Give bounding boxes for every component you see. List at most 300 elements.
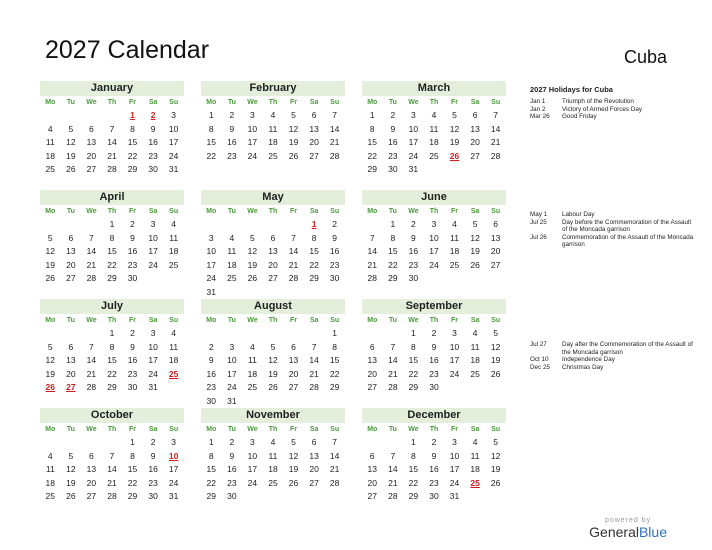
day-cell[interactable]: 2 bbox=[431, 328, 437, 338]
day-cell[interactable]: 20 bbox=[367, 477, 378, 488]
day-cell[interactable]: 18 bbox=[45, 150, 56, 161]
day-cell[interactable]: 3 bbox=[150, 219, 156, 229]
day-cell[interactable]: 24 bbox=[227, 382, 237, 393]
day-cell[interactable]: 20 bbox=[309, 137, 319, 148]
day-cell[interactable]: 28 bbox=[329, 477, 340, 488]
holiday-day[interactable]: 1 bbox=[130, 110, 135, 120]
day-cell[interactable]: 24 bbox=[449, 477, 460, 488]
day-cell[interactable]: 28 bbox=[107, 491, 117, 502]
day-cell[interactable]: 11 bbox=[268, 123, 278, 134]
day-cell[interactable]: 23 bbox=[429, 477, 439, 488]
day-cell[interactable]: 10 bbox=[148, 232, 158, 243]
day-cell[interactable]: 20 bbox=[66, 259, 76, 270]
day-cell[interactable]: 20 bbox=[86, 477, 97, 488]
day-cell[interactable]: 25 bbox=[227, 273, 237, 284]
day-cell[interactable]: 28 bbox=[86, 382, 97, 393]
day-cell[interactable]: 12 bbox=[470, 232, 480, 243]
day-cell[interactable]: 24 bbox=[206, 273, 217, 284]
day-cell[interactable]: 20 bbox=[268, 259, 278, 270]
day-cell[interactable]: 28 bbox=[86, 273, 97, 284]
day-cell[interactable]: 2 bbox=[332, 219, 338, 229]
day-cell[interactable]: 9 bbox=[229, 450, 235, 461]
day-cell[interactable]: 10 bbox=[247, 450, 258, 461]
day-cell[interactable]: 5 bbox=[493, 437, 499, 447]
day-cell[interactable]: 3 bbox=[250, 437, 255, 447]
day-cell[interactable]: 6 bbox=[369, 450, 375, 461]
day-cell[interactable]: 6 bbox=[311, 437, 317, 447]
day-cell[interactable]: 7 bbox=[390, 450, 396, 461]
day-cell[interactable]: 13 bbox=[268, 246, 278, 257]
day-cell[interactable]: 16 bbox=[227, 464, 237, 475]
day-cell[interactable]: 8 bbox=[390, 232, 396, 243]
day-cell[interactable]: 13 bbox=[367, 464, 378, 475]
day-cell[interactable]: 23 bbox=[206, 382, 217, 393]
day-cell[interactable]: 29 bbox=[309, 273, 319, 284]
day-cell[interactable]: 9 bbox=[332, 232, 338, 243]
day-cell[interactable]: 12 bbox=[45, 355, 56, 366]
day-cell[interactable]: 7 bbox=[369, 232, 375, 243]
day-cell[interactable]: 5 bbox=[291, 110, 296, 120]
day-cell[interactable]: 6 bbox=[68, 232, 74, 243]
day-cell[interactable]: 29 bbox=[408, 491, 419, 502]
day-cell[interactable]: 6 bbox=[472, 110, 478, 120]
day-cell[interactable]: 19 bbox=[66, 150, 76, 161]
day-cell[interactable]: 26 bbox=[288, 150, 299, 161]
day-cell[interactable]: 11 bbox=[45, 137, 55, 148]
day-cell[interactable]: 5 bbox=[250, 232, 255, 243]
day-cell[interactable]: 24 bbox=[148, 368, 158, 379]
day-cell[interactable]: 6 bbox=[493, 219, 499, 229]
day-cell[interactable]: 27 bbox=[66, 273, 76, 284]
day-cell[interactable]: 15 bbox=[408, 355, 419, 366]
day-cell[interactable]: 19 bbox=[247, 259, 258, 270]
day-cell[interactable]: 7 bbox=[291, 232, 296, 243]
day-cell[interactable]: 25 bbox=[470, 368, 480, 379]
day-cell[interactable]: 11 bbox=[169, 232, 179, 243]
day-cell[interactable]: 17 bbox=[227, 368, 237, 379]
holiday-day[interactable]: 26 bbox=[45, 382, 56, 393]
day-cell[interactable]: 22 bbox=[127, 477, 138, 488]
day-cell[interactable]: 28 bbox=[388, 491, 398, 502]
day-cell[interactable]: 20 bbox=[288, 368, 299, 379]
day-cell[interactable]: 3 bbox=[452, 437, 457, 447]
day-cell[interactable]: 29 bbox=[107, 382, 117, 393]
day-cell[interactable]: 19 bbox=[268, 368, 278, 379]
day-cell[interactable]: 23 bbox=[148, 150, 158, 161]
day-cell[interactable]: 24 bbox=[429, 259, 439, 270]
day-cell[interactable]: 15 bbox=[367, 137, 378, 148]
day-cell[interactable]: 19 bbox=[288, 137, 299, 148]
day-cell[interactable]: 24 bbox=[408, 150, 419, 161]
day-cell[interactable]: 15 bbox=[107, 355, 117, 366]
day-cell[interactable]: 12 bbox=[449, 123, 460, 134]
day-cell[interactable]: 13 bbox=[309, 450, 319, 461]
day-cell[interactable]: 7 bbox=[311, 341, 317, 352]
day-cell[interactable]: 6 bbox=[270, 232, 276, 243]
day-cell[interactable]: 23 bbox=[388, 150, 398, 161]
day-cell[interactable]: 28 bbox=[107, 164, 117, 175]
day-cell[interactable]: 26 bbox=[66, 491, 76, 502]
day-cell[interactable]: 29 bbox=[127, 164, 138, 175]
day-cell[interactable]: 31 bbox=[408, 164, 419, 175]
day-cell[interactable]: 29 bbox=[329, 382, 340, 393]
day-cell[interactable]: 29 bbox=[107, 273, 117, 284]
day-cell[interactable]: 8 bbox=[130, 450, 135, 461]
day-cell[interactable]: 7 bbox=[332, 437, 338, 447]
day-cell[interactable]: 22 bbox=[309, 259, 319, 270]
day-cell[interactable]: 30 bbox=[329, 273, 340, 284]
day-cell[interactable]: 12 bbox=[45, 246, 56, 257]
day-cell[interactable]: 21 bbox=[329, 464, 340, 475]
day-cell[interactable]: 30 bbox=[127, 382, 138, 393]
day-cell[interactable]: 29 bbox=[367, 164, 378, 175]
day-cell[interactable]: 2 bbox=[390, 110, 396, 120]
day-cell[interactable]: 2 bbox=[150, 437, 156, 447]
day-cell[interactable]: 30 bbox=[429, 382, 439, 393]
day-cell[interactable]: 14 bbox=[86, 246, 97, 257]
day-cell[interactable]: 16 bbox=[148, 137, 158, 148]
day-cell[interactable]: 19 bbox=[449, 137, 460, 148]
day-cell[interactable]: 1 bbox=[411, 437, 416, 447]
day-cell[interactable]: 4 bbox=[229, 232, 235, 243]
day-cell[interactable]: 31 bbox=[227, 395, 237, 406]
day-cell[interactable]: 24 bbox=[168, 150, 179, 161]
day-cell[interactable]: 14 bbox=[367, 246, 378, 257]
day-cell[interactable]: 4 bbox=[472, 437, 478, 447]
day-cell[interactable]: 16 bbox=[148, 464, 158, 475]
day-cell[interactable]: 27 bbox=[268, 273, 278, 284]
day-cell[interactable]: 30 bbox=[227, 491, 237, 502]
day-cell[interactable]: 10 bbox=[449, 341, 460, 352]
day-cell[interactable]: 2 bbox=[229, 110, 235, 120]
day-cell[interactable]: 3 bbox=[208, 232, 214, 243]
day-cell[interactable]: 21 bbox=[309, 368, 319, 379]
day-cell[interactable]: 3 bbox=[411, 110, 416, 120]
day-cell[interactable]: 18 bbox=[227, 259, 237, 270]
day-cell[interactable]: 2 bbox=[208, 341, 214, 352]
day-cell[interactable]: 13 bbox=[309, 123, 319, 134]
day-cell[interactable]: 29 bbox=[206, 491, 217, 502]
day-cell[interactable]: 26 bbox=[45, 273, 56, 284]
day-cell[interactable]: 21 bbox=[367, 259, 378, 270]
day-cell[interactable]: 26 bbox=[66, 164, 76, 175]
day-cell[interactable]: 28 bbox=[388, 382, 398, 393]
day-cell[interactable]: 16 bbox=[429, 464, 439, 475]
day-cell[interactable]: 26 bbox=[288, 477, 299, 488]
day-cell[interactable]: 22 bbox=[107, 368, 117, 379]
day-cell[interactable]: 2 bbox=[130, 219, 135, 229]
day-cell[interactable]: 5 bbox=[68, 450, 74, 461]
day-cell[interactable]: 31 bbox=[449, 491, 460, 502]
day-cell[interactable]: 7 bbox=[493, 110, 499, 120]
holiday-day[interactable]: 27 bbox=[66, 382, 76, 393]
day-cell[interactable]: 23 bbox=[148, 477, 158, 488]
day-cell[interactable]: 10 bbox=[449, 450, 460, 461]
holiday-day[interactable]: 10 bbox=[168, 450, 179, 461]
day-cell[interactable]: 17 bbox=[247, 137, 258, 148]
day-cell[interactable]: 17 bbox=[247, 464, 258, 475]
day-cell[interactable]: 9 bbox=[130, 232, 135, 243]
day-cell[interactable]: 24 bbox=[168, 477, 179, 488]
day-cell[interactable]: 16 bbox=[388, 137, 398, 148]
day-cell[interactable]: 11 bbox=[450, 232, 459, 243]
day-cell[interactable]: 23 bbox=[127, 259, 138, 270]
day-cell[interactable]: 18 bbox=[45, 477, 56, 488]
day-cell[interactable]: 9 bbox=[150, 450, 156, 461]
holiday-day[interactable]: 26 bbox=[449, 150, 460, 161]
day-cell[interactable]: 26 bbox=[470, 259, 480, 270]
day-cell[interactable]: 15 bbox=[309, 246, 319, 257]
day-cell[interactable]: 3 bbox=[229, 341, 235, 352]
day-cell[interactable]: 13 bbox=[66, 246, 76, 257]
day-cell[interactable]: 10 bbox=[206, 246, 217, 257]
day-cell[interactable]: 23 bbox=[429, 368, 439, 379]
day-cell[interactable]: 21 bbox=[107, 150, 117, 161]
day-cell[interactable]: 7 bbox=[332, 110, 338, 120]
day-cell[interactable]: 26 bbox=[490, 477, 501, 488]
day-cell[interactable]: 2 bbox=[411, 219, 416, 229]
day-cell[interactable]: 6 bbox=[311, 110, 317, 120]
day-cell[interactable]: 27 bbox=[86, 491, 97, 502]
day-cell[interactable]: 9 bbox=[229, 123, 235, 134]
day-cell[interactable]: 9 bbox=[390, 123, 396, 134]
day-cell[interactable]: 30 bbox=[429, 491, 439, 502]
day-cell[interactable]: 4 bbox=[47, 123, 53, 134]
day-cell[interactable]: 14 bbox=[288, 246, 299, 257]
day-cell[interactable]: 17 bbox=[148, 355, 158, 366]
day-cell[interactable]: 15 bbox=[206, 137, 217, 148]
day-cell[interactable]: 25 bbox=[268, 477, 278, 488]
day-cell[interactable]: 7 bbox=[89, 341, 94, 352]
day-cell[interactable]: 21 bbox=[388, 368, 398, 379]
day-cell[interactable]: 8 bbox=[208, 123, 214, 134]
day-cell[interactable]: 29 bbox=[408, 382, 419, 393]
day-cell[interactable]: 22 bbox=[408, 477, 419, 488]
day-cell[interactable]: 30 bbox=[148, 491, 158, 502]
day-cell[interactable]: 4 bbox=[47, 450, 53, 461]
day-cell[interactable]: 1 bbox=[208, 437, 214, 447]
day-cell[interactable]: 23 bbox=[227, 477, 237, 488]
day-cell[interactable]: 23 bbox=[408, 259, 419, 270]
day-cell[interactable]: 12 bbox=[288, 123, 299, 134]
day-cell[interactable]: 3 bbox=[171, 110, 177, 120]
day-cell[interactable]: 31 bbox=[168, 164, 179, 175]
day-cell[interactable]: 18 bbox=[168, 246, 179, 257]
day-cell[interactable]: 14 bbox=[329, 450, 340, 461]
day-cell[interactable]: 17 bbox=[148, 246, 158, 257]
day-cell[interactable]: 29 bbox=[127, 491, 138, 502]
day-cell[interactable]: 14 bbox=[388, 355, 398, 366]
day-cell[interactable]: 1 bbox=[109, 219, 115, 229]
day-cell[interactable]: 2 bbox=[130, 328, 135, 338]
day-cell[interactable]: 31 bbox=[148, 382, 158, 393]
day-cell[interactable]: 21 bbox=[329, 137, 340, 148]
day-cell[interactable]: 17 bbox=[168, 137, 179, 148]
day-cell[interactable]: 9 bbox=[130, 341, 135, 352]
day-cell[interactable]: 27 bbox=[367, 382, 378, 393]
day-cell[interactable]: 19 bbox=[66, 477, 76, 488]
day-cell[interactable]: 25 bbox=[449, 259, 460, 270]
day-cell[interactable]: 10 bbox=[148, 341, 158, 352]
day-cell[interactable]: 8 bbox=[369, 123, 375, 134]
day-cell[interactable]: 23 bbox=[127, 368, 138, 379]
day-cell[interactable]: 13 bbox=[66, 355, 76, 366]
day-cell[interactable]: 22 bbox=[206, 477, 217, 488]
day-cell[interactable]: 5 bbox=[270, 341, 276, 352]
day-cell[interactable]: 15 bbox=[127, 464, 138, 475]
day-cell[interactable]: 11 bbox=[470, 450, 480, 461]
day-cell[interactable]: 28 bbox=[329, 150, 340, 161]
day-cell[interactable]: 8 bbox=[411, 450, 416, 461]
day-cell[interactable]: 25 bbox=[268, 150, 278, 161]
day-cell[interactable]: 19 bbox=[490, 464, 501, 475]
day-cell[interactable]: 30 bbox=[206, 395, 217, 406]
day-cell[interactable]: 18 bbox=[429, 137, 439, 148]
day-cell[interactable]: 4 bbox=[472, 328, 478, 338]
day-cell[interactable]: 17 bbox=[449, 464, 460, 475]
day-cell[interactable]: 27 bbox=[288, 382, 299, 393]
day-cell[interactable]: 13 bbox=[288, 355, 299, 366]
day-cell[interactable]: 1 bbox=[130, 437, 135, 447]
day-cell[interactable]: 22 bbox=[408, 368, 419, 379]
day-cell[interactable]: 16 bbox=[429, 355, 439, 366]
day-cell[interactable]: 5 bbox=[47, 341, 53, 352]
day-cell[interactable]: 22 bbox=[329, 368, 340, 379]
day-cell[interactable]: 6 bbox=[68, 341, 74, 352]
day-cell[interactable]: 16 bbox=[206, 368, 217, 379]
day-cell[interactable]: 13 bbox=[86, 137, 97, 148]
day-cell[interactable]: 21 bbox=[86, 259, 97, 270]
day-cell[interactable]: 4 bbox=[171, 328, 177, 338]
day-cell[interactable]: 19 bbox=[470, 246, 480, 257]
day-cell[interactable]: 9 bbox=[431, 450, 437, 461]
day-cell[interactable]: 14 bbox=[388, 464, 398, 475]
day-cell[interactable]: 11 bbox=[169, 341, 179, 352]
day-cell[interactable]: 18 bbox=[470, 355, 480, 366]
day-cell[interactable]: 6 bbox=[89, 450, 94, 461]
holiday-day[interactable]: 25 bbox=[470, 477, 480, 488]
day-cell[interactable]: 16 bbox=[408, 246, 419, 257]
day-cell[interactable]: 15 bbox=[206, 464, 217, 475]
day-cell[interactable]: 21 bbox=[388, 477, 398, 488]
day-cell[interactable]: 27 bbox=[309, 477, 319, 488]
day-cell[interactable]: 14 bbox=[107, 137, 117, 148]
day-cell[interactable]: 4 bbox=[270, 437, 276, 447]
day-cell[interactable]: 10 bbox=[429, 232, 439, 243]
day-cell[interactable]: 6 bbox=[369, 341, 375, 352]
day-cell[interactable]: 5 bbox=[68, 123, 74, 134]
day-cell[interactable]: 20 bbox=[470, 137, 480, 148]
day-cell[interactable]: 27 bbox=[490, 259, 501, 270]
day-cell[interactable]: 3 bbox=[452, 328, 457, 338]
day-cell[interactable]: 18 bbox=[247, 368, 258, 379]
day-cell[interactable]: 5 bbox=[291, 437, 296, 447]
day-cell[interactable]: 24 bbox=[247, 150, 258, 161]
day-cell[interactable]: 20 bbox=[86, 150, 97, 161]
day-cell[interactable]: 25 bbox=[45, 164, 56, 175]
day-cell[interactable]: 12 bbox=[247, 246, 258, 257]
day-cell[interactable]: 18 bbox=[470, 464, 480, 475]
day-cell[interactable]: 14 bbox=[329, 123, 340, 134]
day-cell[interactable]: 12 bbox=[66, 464, 76, 475]
day-cell[interactable]: 21 bbox=[490, 137, 501, 148]
day-cell[interactable]: 10 bbox=[227, 355, 237, 366]
day-cell[interactable]: 25 bbox=[429, 150, 439, 161]
day-cell[interactable]: 16 bbox=[127, 355, 138, 366]
day-cell[interactable]: 1 bbox=[390, 219, 396, 229]
day-cell[interactable]: 28 bbox=[288, 273, 299, 284]
day-cell[interactable]: 4 bbox=[452, 219, 457, 229]
day-cell[interactable]: 8 bbox=[208, 450, 214, 461]
day-cell[interactable]: 2 bbox=[431, 437, 437, 447]
day-cell[interactable]: 13 bbox=[470, 123, 480, 134]
day-cell[interactable]: 17 bbox=[408, 137, 419, 148]
day-cell[interactable]: 5 bbox=[47, 232, 53, 243]
day-cell[interactable]: 27 bbox=[86, 164, 97, 175]
day-cell[interactable]: 30 bbox=[408, 273, 419, 284]
day-cell[interactable]: 20 bbox=[490, 246, 501, 257]
day-cell[interactable]: 8 bbox=[311, 232, 317, 243]
day-cell[interactable]: 9 bbox=[431, 341, 437, 352]
day-cell[interactable]: 24 bbox=[148, 259, 158, 270]
day-cell[interactable]: 16 bbox=[127, 246, 138, 257]
day-cell[interactable]: 8 bbox=[411, 341, 416, 352]
day-cell[interactable]: 5 bbox=[452, 110, 457, 120]
day-cell[interactable]: 26 bbox=[247, 273, 258, 284]
day-cell[interactable]: 27 bbox=[309, 150, 319, 161]
day-cell[interactable]: 18 bbox=[449, 246, 460, 257]
day-cell[interactable]: 17 bbox=[429, 246, 439, 257]
day-cell[interactable]: 15 bbox=[388, 246, 398, 257]
day-cell[interactable]: 1 bbox=[208, 110, 214, 120]
day-cell[interactable]: 15 bbox=[107, 246, 117, 257]
day-cell[interactable]: 8 bbox=[109, 341, 115, 352]
day-cell[interactable]: 12 bbox=[490, 341, 501, 352]
day-cell[interactable]: 30 bbox=[388, 164, 398, 175]
day-cell[interactable]: 11 bbox=[268, 450, 278, 461]
day-cell[interactable]: 6 bbox=[89, 123, 94, 134]
day-cell[interactable]: 25 bbox=[45, 491, 56, 502]
day-cell[interactable]: 24 bbox=[449, 368, 460, 379]
day-cell[interactable]: 6 bbox=[291, 341, 296, 352]
day-cell[interactable]: 19 bbox=[45, 368, 56, 379]
day-cell[interactable]: 7 bbox=[109, 123, 115, 134]
day-cell[interactable]: 11 bbox=[470, 341, 480, 352]
day-cell[interactable]: 29 bbox=[388, 273, 398, 284]
day-cell[interactable]: 21 bbox=[107, 477, 117, 488]
day-cell[interactable]: 10 bbox=[168, 123, 179, 134]
day-cell[interactable]: 3 bbox=[171, 437, 177, 447]
day-cell[interactable]: 20 bbox=[367, 368, 378, 379]
day-cell[interactable]: 27 bbox=[367, 491, 378, 502]
day-cell[interactable]: 1 bbox=[411, 328, 416, 338]
day-cell[interactable]: 28 bbox=[490, 150, 501, 161]
day-cell[interactable]: 7 bbox=[109, 450, 115, 461]
day-cell[interactable]: 13 bbox=[367, 355, 378, 366]
day-cell[interactable]: 22 bbox=[367, 150, 378, 161]
day-cell[interactable]: 28 bbox=[309, 382, 319, 393]
footer-logo[interactable] bbox=[589, 517, 667, 540]
holiday-day[interactable]: 2 bbox=[150, 110, 156, 120]
day-cell[interactable]: 11 bbox=[227, 246, 237, 257]
day-cell[interactable]: 9 bbox=[208, 355, 214, 366]
day-cell[interactable]: 4 bbox=[431, 110, 437, 120]
day-cell[interactable]: 2 bbox=[229, 437, 235, 447]
day-cell[interactable]: 4 bbox=[250, 341, 255, 352]
day-cell[interactable]: 30 bbox=[148, 164, 158, 175]
day-cell[interactable]: 9 bbox=[150, 123, 156, 134]
day-cell[interactable]: 14 bbox=[86, 355, 97, 366]
